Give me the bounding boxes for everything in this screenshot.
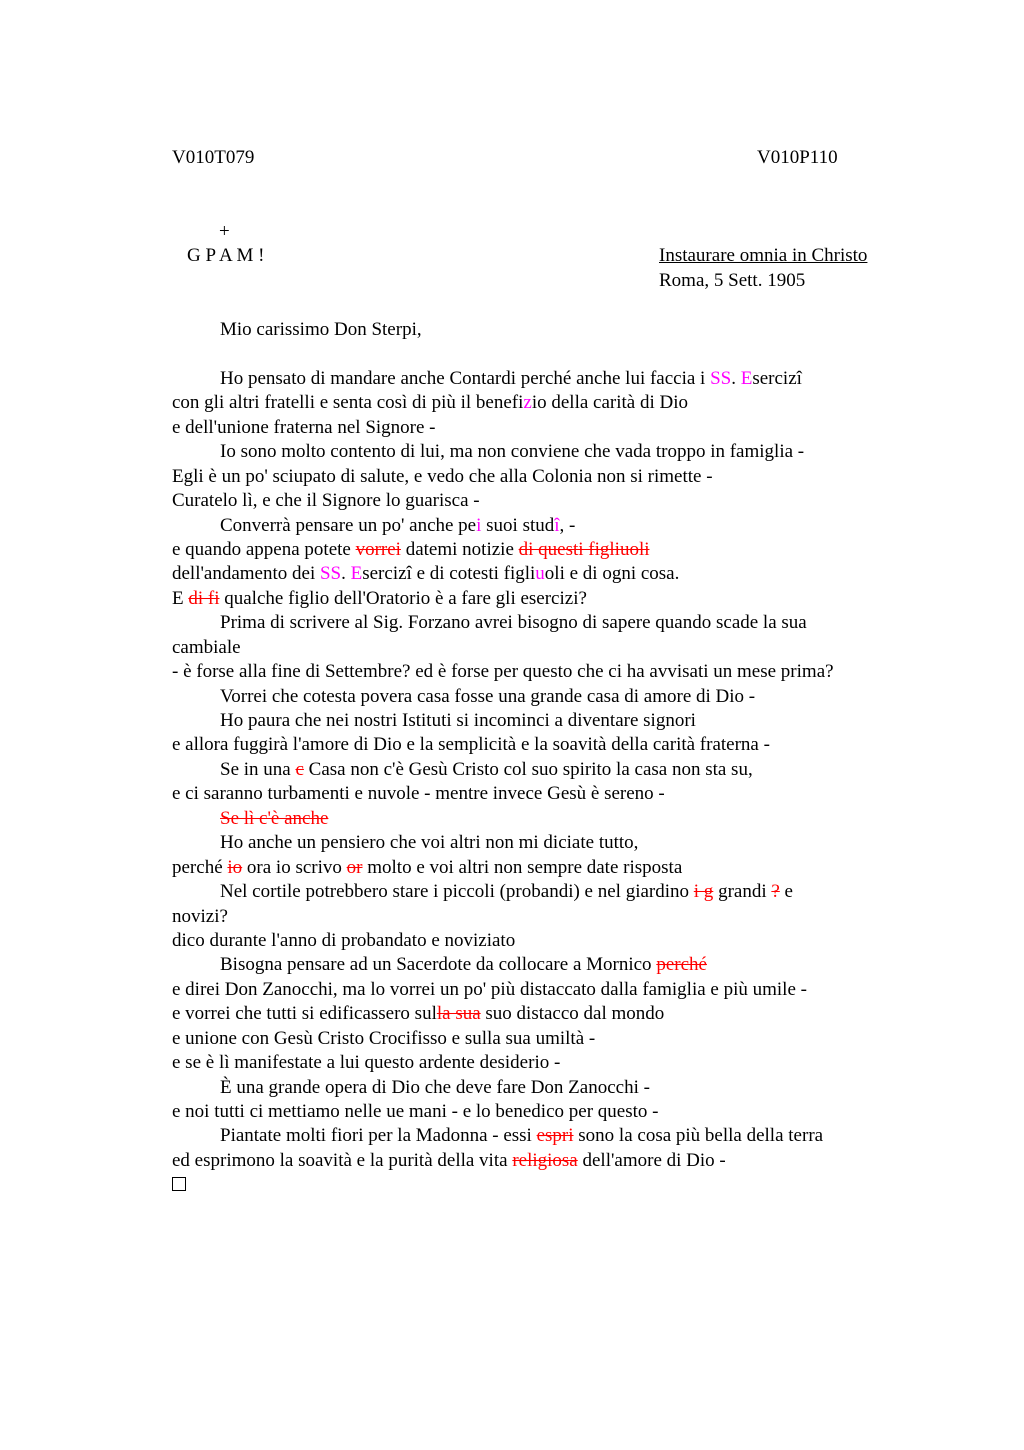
letter-line	[172, 587, 912, 611]
text-segment: sercizi	[362, 563, 412, 585]
letter-line	[172, 807, 912, 831]
letter-line	[172, 538, 912, 562]
place-date: Roma, 5 Sett. 1905	[659, 270, 806, 291]
letter-line	[172, 929, 912, 953]
text-segment: È una grande opera di Dio che deve fare Don Zanocchi -	[220, 1076, 650, 1098]
text-segment: grandi	[713, 881, 772, 903]
deleted-text: i g	[693, 881, 714, 903]
letter-line	[172, 685, 912, 709]
letter-line	[172, 905, 912, 929]
text-segment: e allora fuggirà l'amore di Dio e la semplicità e la soavità della carità fraterna -	[172, 734, 770, 756]
text-segment: e unione con Gesù Cristo Crocifisso e sulla sua umiltà -	[172, 1027, 596, 1049]
text-segment: e direi Don Zanocchi, ma lo vorrei un po' più distaccato dalla famiglia e più umile -	[172, 978, 807, 1000]
deleted-text: or	[346, 856, 363, 878]
text-segment: dell'andamento dei	[172, 563, 320, 585]
deleted-text: vorrei	[355, 538, 401, 560]
text-segment: sono la cosa più bella della terra	[573, 1125, 824, 1147]
text-segment: suo distacco dal mondo	[480, 1003, 665, 1025]
deleted-text: io	[227, 856, 243, 878]
deleted-text: perché	[656, 954, 707, 976]
text-segment: .	[341, 563, 351, 585]
end-marker	[172, 1173, 912, 1197]
letter-line	[172, 1100, 912, 1124]
letter-line	[172, 1051, 912, 1075]
text-segment: molto e voi altri non sempre date risposta	[362, 856, 683, 878]
letter-line	[172, 465, 912, 489]
text-segment: - è forse alla fine di Settembre? ed è forse per questo che ci ha avvisati un mese prima?	[172, 661, 834, 683]
text-segment: Casa non c'è Gesù Cristo col suo spirito la casa non sta su,	[303, 758, 753, 780]
square-icon	[172, 1177, 186, 1191]
text-segment: , -	[559, 514, 576, 536]
letter-line	[172, 514, 912, 538]
letter-line	[172, 856, 912, 880]
text-segment: Converrà pensare un po' anche pe	[220, 514, 477, 536]
letter-line	[172, 367, 912, 391]
text-segment: e se è lì manifestate a lui questo ardente desiderio -	[172, 1052, 561, 1074]
text-segment: novizi?	[172, 905, 228, 927]
letter-line	[172, 782, 912, 806]
deleted-text: la sua	[436, 1003, 481, 1025]
letter-line	[172, 1002, 912, 1026]
letter-line	[172, 489, 912, 513]
letter-line	[172, 562, 912, 586]
text-segment: e dell'unione fraterna nel Signore -	[172, 416, 436, 438]
inserted-text: E	[740, 367, 753, 389]
inserted-text: u	[535, 563, 545, 585]
letter-line	[172, 831, 912, 855]
deleted-text: di questi figliuoli	[518, 538, 650, 560]
text-segment: dico durante l'anno di probandato e noviziato	[172, 929, 516, 951]
inserted-text: SS	[710, 367, 732, 389]
letter-line	[172, 636, 912, 660]
gpam-heading: G P A M !	[187, 245, 265, 266]
deleted-text: religiosa	[512, 1149, 578, 1171]
inserted-text: z	[523, 392, 532, 414]
letter-line	[172, 1027, 912, 1051]
paragraph-gap	[172, 342, 912, 366]
inserted-text: E	[350, 563, 363, 585]
text-segment: Bisogna pensare ad un Sacerdote da collocare a Mornico	[220, 954, 657, 976]
text-segment: cambiale	[172, 636, 241, 658]
inserted-text: SS	[319, 563, 342, 585]
letter-line	[172, 709, 912, 733]
text-segment: Io sono molto contento di lui, ma non conviene che vada troppo in famiglia -	[220, 441, 805, 463]
text-segment: qualche figlio dell'Oratorio è a fare gli esercizi?	[219, 587, 587, 609]
motto: Instaurare omnia in Christo	[659, 245, 868, 266]
text-segment: Curatelo lì, e che il Signore lo guarisca -	[172, 490, 480, 512]
text-segment: con gli altri fratelli e senta così di più il benefi	[172, 392, 524, 414]
letter-line	[172, 416, 912, 440]
letter-line	[172, 880, 912, 904]
letter-line	[172, 1149, 912, 1173]
inserted-text: i	[476, 514, 482, 536]
text-segment: Prima di scrivere al Sig. Forzano avrei bisogno di sapere quando scade la sua	[220, 612, 807, 634]
letter-line	[172, 978, 912, 1002]
cross-mark: +	[219, 221, 230, 242]
letter-line	[172, 660, 912, 684]
text-segment: ora io scrivo	[242, 856, 347, 878]
text-segment: Egli è un po' sciupato di salute, e vedo che alla Colonia non si rimette -	[172, 465, 713, 487]
text-segment: suoi stud	[481, 514, 555, 536]
letter-lines	[172, 367, 912, 1173]
text-segment: ed esprimono la soavità e la purità della vita	[172, 1149, 513, 1171]
text-segment: e di cotesti figli	[411, 563, 536, 585]
text-segment: dell'amore di Dio -	[577, 1149, 726, 1171]
text-segment: oli e di ogni cosa.	[544, 563, 680, 585]
letter-line	[172, 733, 912, 757]
deleted-text: di fi	[188, 587, 220, 609]
text-segment: sercizi	[752, 367, 802, 389]
text-segment: Vorrei che cotesta povera casa fosse una grande casa di amore di Dio -	[220, 685, 756, 707]
deleted-text: ?	[771, 881, 780, 903]
letter-line	[172, 611, 912, 635]
letter-line	[172, 1124, 912, 1148]
letter-body	[172, 318, 912, 1198]
text-segment: e	[779, 881, 793, 903]
text-segment: Ho pensato di mandare anche Contardi perché anche lui faccia i	[220, 367, 711, 389]
text-segment: e noi tutti ci mettiamo nelle ue mani - e lo benedico per questo -	[172, 1101, 659, 1122]
text-segment: Ho paura che nei nostri Istituti si incominci a diventare signori	[220, 710, 696, 731]
deleted-text: Se lì c'è anche	[220, 807, 329, 829]
letter-line	[172, 758, 912, 782]
letter-line	[172, 1076, 912, 1100]
text-segment: E	[172, 587, 189, 609]
text-segment: Se in una	[220, 758, 296, 780]
deleted-text: c	[295, 758, 304, 780]
text-segment: Ho anche un pensiero che voi altri non mi diciate tutto,	[220, 832, 639, 854]
text-segment: e ci saranno turbamenti e nuvole - mentre invece Gesù è sereno -	[172, 783, 665, 805]
deleted-text: espri	[536, 1125, 574, 1147]
inserted-text: î	[554, 514, 560, 536]
text-segment: e quando appena potete	[172, 538, 356, 560]
text-segment: datemi notizie	[400, 538, 519, 560]
text-segment: Piantate molti fiori per la Madonna - essi	[220, 1125, 537, 1147]
letter-line	[172, 391, 912, 415]
text-segment: .	[731, 367, 741, 389]
document-code-left: V010T079	[172, 147, 255, 168]
text-segment: e vorrei che tutti si edificassero sul	[172, 1003, 437, 1025]
text-segment: perché	[172, 856, 228, 878]
letter-line	[172, 440, 912, 464]
text-segment: Nel cortile potrebbero stare i piccoli (probandi) e nel giardino	[220, 881, 694, 903]
salutation: Mio carissimo Don Sterpi,	[220, 319, 422, 340]
document-code-right: V010P110	[757, 147, 838, 168]
text-segment: io della carità di Dio	[531, 392, 688, 414]
letter-line	[172, 953, 912, 977]
